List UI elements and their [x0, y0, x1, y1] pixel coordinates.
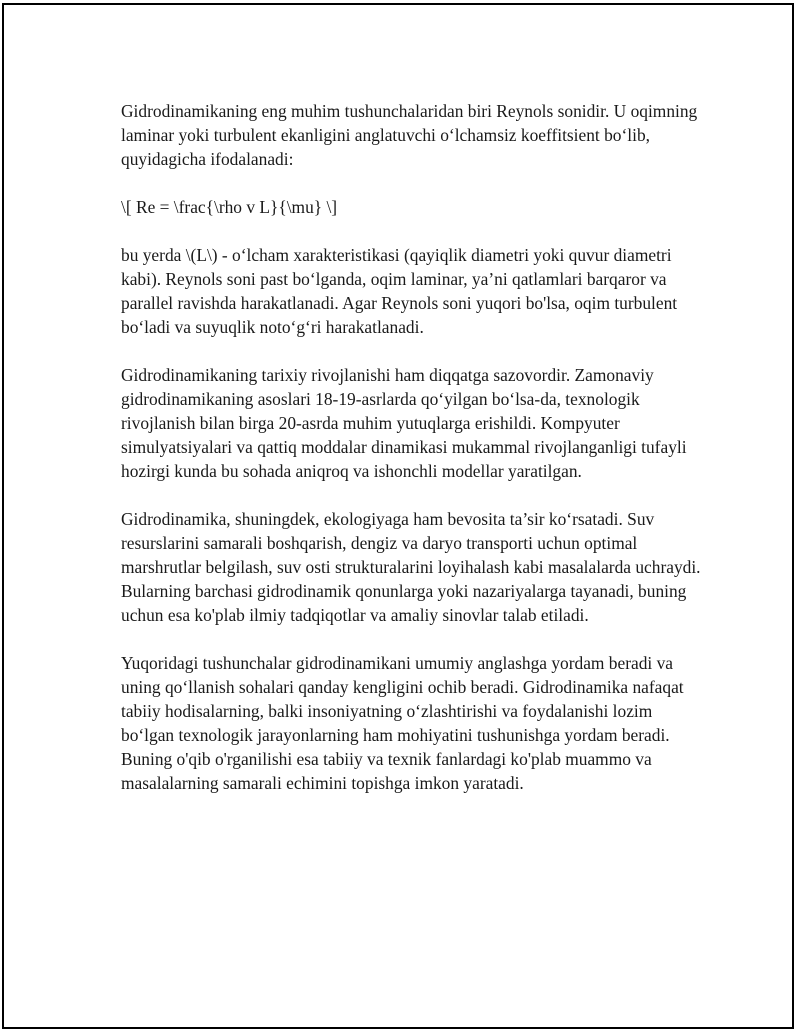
document-body — [121, 99, 701, 819]
paragraph-reynolds-explanation: bu yerda \(L\) - o‘lcham xarakteristikasi (qayiqlik diametri yoki quvur diametri kabi). Reynols soni past bo‘lganda, oqim laminar, ya’ni qatlamlari barqaror va parallel ravishda harakatlanadi. Agar Reynols soni yuqori bo'lsa, oqim turbulent bo‘ladi va suyuqlik noto‘g‘ri harakatlanadi. — [121, 245, 678, 337]
paragraph-history: Gidrodinamikaning tarixiy rivojlanishi ham diqqatga sazovordir. Zamonaviy gidrodinamikaning asoslari 18-19-asrlarda qo‘yilgan bo‘lsa-da, texnologik rivojlanish bilan birga 20-asrda muhim yutuqlarga erishildi. Kompyuter simulyatsiyalari va qattiq moddalar dinamikasi mukammal rivojlanganligi tufayli hozirgi kunda bu sohada aniqroq va ishonchli modellar yaratilgan. — [121, 365, 687, 481]
document-page — [2, 3, 794, 1029]
reynolds-formula: \[ Re = \frac{\rho v L}{\mu} \] — [121, 197, 338, 217]
paragraph-reynolds-intro: Gidrodinamikaning eng muhim tushunchalaridan biri Reynols sonidir. U oqimning laminar yoki turbulent ekanligini anglatuvchi o‘lchamsiz koeffitsient bo‘lib, quyidagicha ifodalanadi: — [121, 101, 698, 169]
paragraph-conclusion: Yuqoridagi tushunchalar gidrodinamikani umumiy anglashga yordam beradi va uning qo‘llanish sohalari qanday kengligini ochib beradi. Gidrodinamika nafaqat tabiiy hodisalarning, balki insoniyatning o‘zlashtirishi va foydalanishi lozim bo‘lgan texnologik jarayonlarning ham mohiyatini tushunishga yordam beradi. Buning o'qib o'rganilishi esa tabiiy va texnik fanlardagi ko'plab muammo va masalalarning samarali echimini topishga imkon yaratadi. — [121, 653, 684, 793]
paragraph-ecology: Gidrodinamika, shuningdek, ekologiyaga ham bevosita ta’sir ko‘rsatadi. Suv resurslarini samarali boshqarish, dengiz va daryo transporti uchun optimal marshrutlar belgilash, suv osti strukturalarini loyihalash kabi masalalarda uchraydi. Bularning barchasi gidrodinamik qonunlarga yoki nazariyalarga tayanadi, buning uchun esa ko'plab ilmiy tadqiqotlar va amaliy sinovlar talab etiladi. — [121, 509, 701, 625]
